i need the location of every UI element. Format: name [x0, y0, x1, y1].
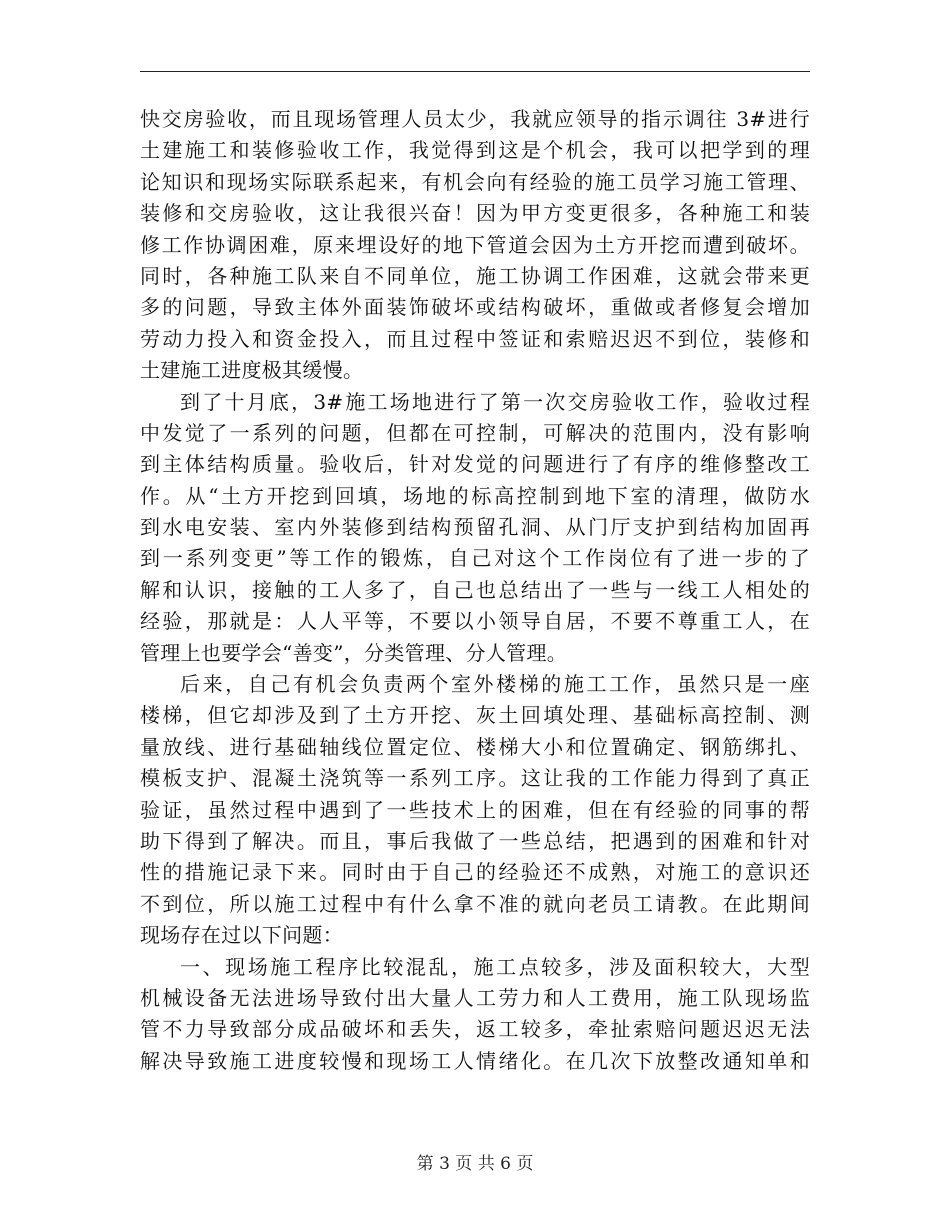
page-number: 第 3 页 共 6 页	[416, 1154, 534, 1174]
paragraph-line: 解和认识，接触的工人多了，自己也总结出了一些与一线工人相处的	[140, 577, 810, 602]
paragraph-line: 后来，自己有机会负责两个室外楼梯的施工工作，虽然只是一座	[180, 672, 810, 697]
paragraph-line: 管理上也要学会“善变”，分类管理、分人管理。	[140, 640, 568, 665]
paragraph-line: 到一系列变更”等工作的锻炼，自己对这个工作岗位有了进一步的了	[140, 546, 810, 571]
paragraph-line: 到主体结构质量。验收后，针对发觉的问题进行了有序的维修整改工	[140, 452, 810, 477]
paragraph-line: 土建施工和装修验收工作，我觉得到这是个机会，我可以把学到的理	[140, 138, 810, 163]
paragraph-line: 楼梯，但它却涉及到了土方开挖、灰土回填处理、基础标高控制、测	[140, 703, 810, 728]
paragraph	[140, 104, 810, 387]
paragraph-line: 现场存在过以下问题：	[140, 923, 343, 948]
paragraph-line: 劳动力投入和资金投入，而且过程中签证和索赔迟迟不到位，装修和	[140, 326, 810, 351]
paragraph-line: 验证，虽然过程中遇到了一些技术上的困难，但在有经验的同事的帮	[140, 797, 810, 822]
paragraph-line: 到水电安装、室内外装修到结构预留孔洞、从门厅支护到结构加固再	[140, 515, 810, 540]
paragraph-line: 解决导致施工进度较慢和现场工人情绪化。在几次下放整改通知单和	[140, 1048, 810, 1073]
paragraph-line: 土建施工进度极其缓慢。	[140, 358, 364, 383]
paragraph-line: 中发觉了一系列的问题，但都在可控制，可解决的范围内，没有影响	[140, 420, 810, 445]
paragraph	[140, 387, 810, 670]
paragraph-line: 性的措施记录下来。同时由于自己的经验还不成熟，对施工的意识还	[140, 860, 810, 885]
paragraph	[140, 952, 810, 1078]
paragraph-line: 论知识和现场实际联系起来，有机会向有经验的施工员学习施工管理、	[140, 169, 810, 194]
paragraph	[140, 669, 810, 952]
paragraph-line: 机械设备无法进场导致付出大量人工劳力和人工费用，施工队现场监	[140, 985, 810, 1010]
paragraph-line: 管不力导致部分成品破坏和丢失，返工较多，牵扯索赔问题迟迟无法	[140, 1017, 810, 1042]
document-body	[140, 104, 810, 1077]
paragraph-line: 多的问题，导致主体外面装饰破坏或结构破坏，重做或者修复会增加	[140, 295, 810, 320]
paragraph-line: 快交房验收，而且现场管理人员太少，我就应领导的指示调往 3#进行	[140, 107, 810, 131]
paragraph-line: 同时，各种施工队来自不同单位，施工协调工作困难，这就会带来更	[140, 263, 810, 288]
paragraph-line: 不到位，所以施工过程中有什么拿不准的就向老员工请教。在此期间	[140, 891, 810, 916]
paragraph-line: 量放线、进行基础轴线位置定位、楼梯大小和位置确定、钢筋绑扎、	[140, 734, 810, 759]
paragraph-line: 经验，那就是：人人平等，不要以小领导自居，不要不尊重工人，在	[140, 609, 810, 634]
paragraph-line: 助下得到了解决。而且，事后我做了一些总结，把遇到的困难和针对	[140, 828, 810, 853]
paragraph-line: 模板支护、混凝土浇筑等一系列工序。这让我的工作能力得到了真正	[140, 766, 810, 791]
paragraph-line: 一、现场施工程序比较混乱，施工点较多，涉及面积较大，大型	[180, 954, 810, 979]
header-rule	[140, 71, 810, 72]
paragraph-line: 作。从“土方开挖到回填，场地的标高控制到地下室的清理，做防水	[140, 483, 810, 508]
paragraph-line: 装修和交房验收，这让我很兴奋！因为甲方变更很多，各种施工和装	[140, 201, 810, 226]
paragraph-line: 修工作协调困难，原来埋设好的地下管道会因为土方开挖而遭到破坏。	[140, 232, 810, 257]
page-footer	[0, 1153, 950, 1175]
paragraph-line: 到了十月底，3#施工场地进行了第一次交房验收工作，验收过程	[180, 389, 810, 414]
